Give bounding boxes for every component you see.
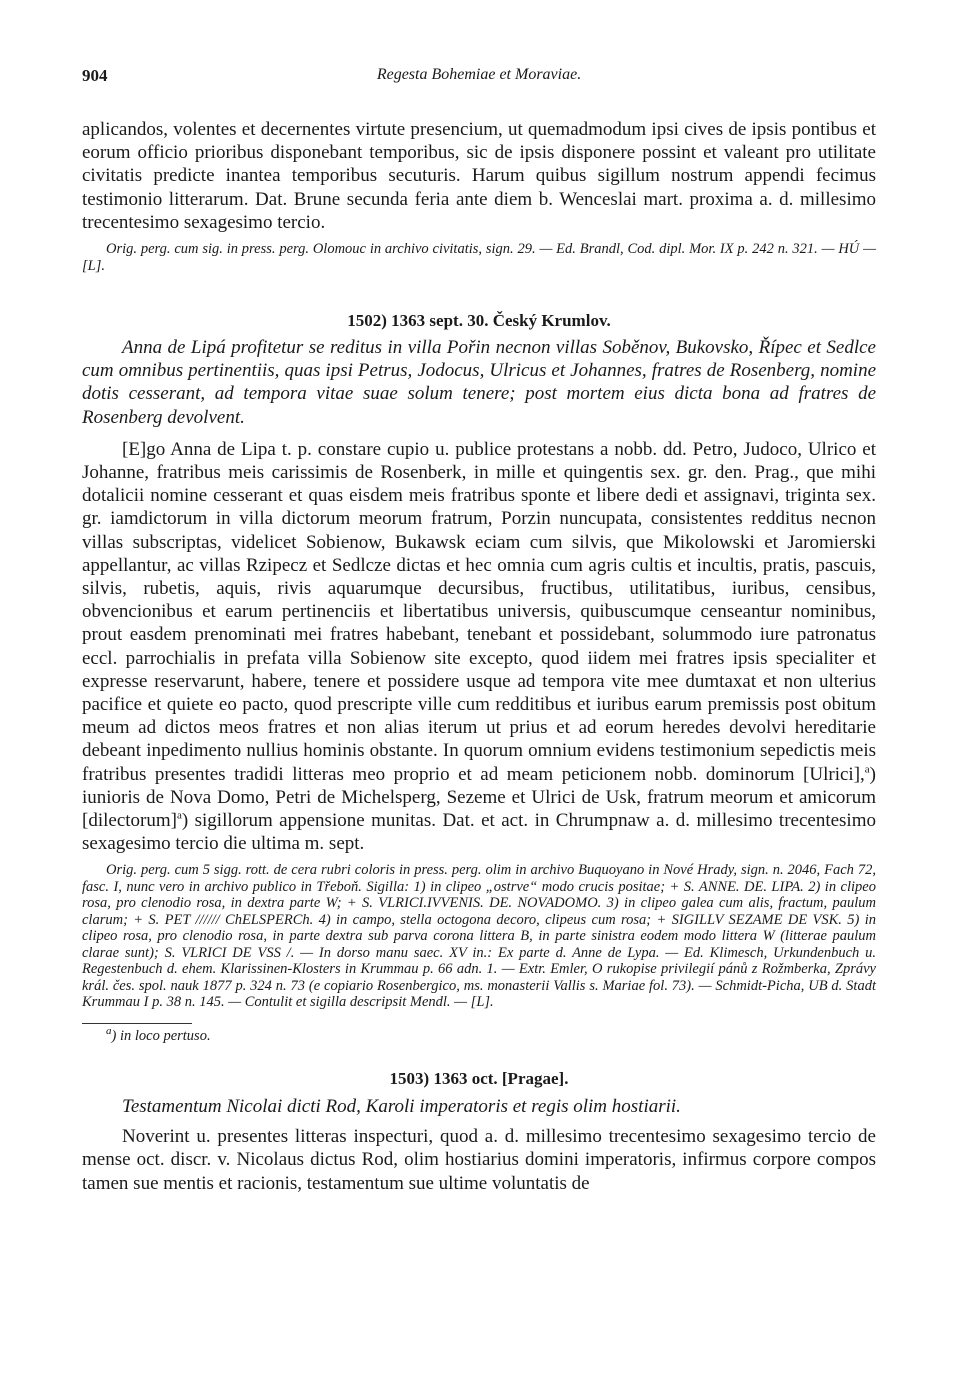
entry-1503-text: Noverint u. presentes litteras inspecturi, quod a. d. millesimo trecentesimo sexagesimo tercio de mense oct. discr. v. Nicolaus dictus Rod, olim hostiarius domini imperatoris, infirmus corpore compos tamen sue mentis et racionis, testamentum sue ultime voluntatis de [82, 1126, 876, 1194]
footnote-marker-2: a [176, 809, 182, 822]
entry-1502-regest: Anna de Lipá profitetur se reditus in villa Pořin necnon villas Soběnov, Bukovsko, Řípec et Sedlce cum omnibus pertinentiis, quas ipsi Petrus, Jodocus, Ulricus et Johannes, fratres de Rosenberg, nomine dotis cesserant, ad tempora vitae suae solum tenere; post mortem eius dicta bona ad fratres de Rosenberg devolvent. [82, 337, 876, 428]
footnote-marker-1: a [864, 763, 870, 776]
entry-1502-note: Orig. perg. cum 5 sigg. rott. de cera rubri coloris in press. perg. olim in archivo Buquoyano in Nové Hrady, sign. n. 2046, Fach 72, fasc. I, nunc vero in archivo publico in Třeboň. Sigilla: 1) in clipeo „ostrve“ modo crucis positae; + S. ANNE. DE. LIPA. 2) in clipeo rosa, pro clenodio rosa, in dextra parte W; + S. VLRICI.IVVENIS. DE. NOVADOMO. 3) in clipeo galea cum alis, fractum, paulum clarum; + S. PET ////// ChELSPERCh. 4) in campo, stella octogona decoro, clipeus cum rosa; + SIGILLV SEZAME DE VSK. 5) in clipeo rosa, pro clenodio rosa, in parte dextra sub parva corona littera B, in parte sinistra eodem modo littera W (litterae paulum clarae sunt); S. VLRICI DE VSS /. — In dorso manu saec. XV in.: Ex parte d. Anne de Lypa. — Ed. Klimesch, Urkundenbuch u. Regestenbuch d. ehem. Klarissinen-Klosters in Krummau p. 66 adn. 1. — Extr. Emler, O rukopise privilegií pánů z Rožmberka, Zprávy král. čes. spol. nauk 1877 p. 324 n. 73 (e copiario Rosenbergico, ms. monasterii Vallis s. Mariae fol. 73). — Schmidt-Picha, UB d. Stadt Krummau I p. 38 n. 145. — Contulit et sigilla descripsit Mendl. — [L]. [82, 862, 876, 1011]
entry-1502-text-part-b: ) iunioris de Nova Domo, Petri de Michelsperg, Sezeme et Ulrici de Usk, fratrum meorum et amicorum [dilectorum] [82, 763, 876, 832]
entry-1502-heading: 1502) 1363 sept. 30. Český Krumlov. [347, 311, 611, 331]
footnote-divider [82, 1023, 192, 1024]
entry-1502-text-part-c: ) sigillorum appensione munitas. Dat. et act. in Chrumpnaw a. d. millesimo trecentesimo sexagesimo tercio die ultima m. sept. [82, 810, 876, 855]
entry-1503-heading: 1503) 1363 oct. [Pragae]. [389, 1068, 569, 1088]
page-number: 904 [82, 66, 108, 85]
footnote-marker: a [106, 1025, 112, 1038]
continuation-note: Orig. perg. cum sig. in press. perg. Olomouc in archivo civitatis, sign. 29. — Ed. Brandl, Cod. dipl. Mor. IX p. 242 n. 321. — HÚ — [L]. [82, 241, 876, 274]
footnote [82, 1025, 876, 1045]
footnote-text: ) in loco pertuso. [111, 1027, 211, 1044]
page-header [82, 66, 876, 92]
continuation-text: aplicandos, volentes et decernentes virtute presencium, ut quemadmodum ipsi cives de ipsis pontibus et eorum officio prioribus disponebant temporibus, sic de ipsis disponere possint et valeant pro utilitate civitatis predicte inantea temporibus secuturis. Harum quibus sigillum nostrum appendi fecimus testimonio litterarum. Dat. Brune secunda feria ante diem b. Wenceslai mart. proxima a. d. millesimo trecentesimo sexagesimo tercio. [82, 119, 876, 233]
running-title: Regesta Bohemiae et Moraviae. [376, 66, 582, 83]
entry-1503-regest: Testamentum Nicolai dicti Rod, Karoli imperatoris et regis olim hostiarii. [122, 1095, 681, 1117]
page [82, 66, 876, 1195]
entry-1502-text-part-a: [E]go Anna de Lipa t. p. constare cupio u. publice protestans a nobb. dd. Petro, Judoco, Ulrico et Johanne, fratribus meis carissimis de Rosenberk, in mille et quingentis sex. gr. den. Prag., que mihi dotalicii nomine cesserant et quas eisdem meis fratribus sponte et libere dedi et assignavi, triginta sex. gr. iamdictorum in villa dictorum meorum fratrum, Porzin nuncupata, consistentes redditus necnon villas subscriptas, videlicet Sobienow, Bukawsk eciam cum silvis, que Mikolowski et Jaromierski appellantur, ac villas Rzipecz et Sedlcze dictas et hec omnia cum agris cultis et incultis, pratis, pascuis, silvis, rubetis, aquis, rivis aquarumque decursibus, fructibus, utilitatibus, iuribus, censibus, obvencionibus et earum pertinenciis et libertatibus universis, quibuscumque censeantur nominibus, prout easdem prenominati mei fratres habebant, tenebant et possidebant, solummodo iure patronatus eccl. parrochialis in prefata villa Sobienow site excepto, quod iidem mei fratres ipsis specialiter et expresse reservarunt, habere, tenere et possidere usque ad tempora vite mee dumtaxat et non ulterius pacifice et quiete eo pacto, quod prescripte ville cum redditibus et iuribus earum premissis post obitum meum ad dictos meos fratres et non alias iterum ut prius et ad eorum heredes devolvi hereditarie debeant inpedimento nullius hominis obstante. In quorum omnium evidens testimonium sepedictis meis fratribus presentes tradidi litteras meo proprio et ad meam peticionem nobb. dominorum [Ulrici], [82, 438, 876, 785]
entry-1502-text [82, 438, 876, 856]
